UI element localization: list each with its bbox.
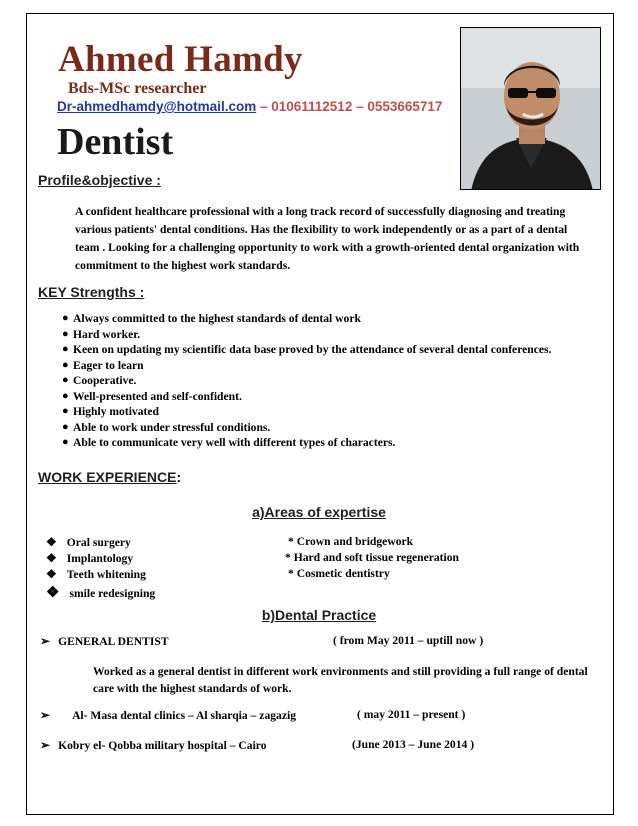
strength-item: ● Able to communicate very well with different types of characters.: [62, 436, 396, 449]
strength-item: ● Eager to learn: [62, 358, 144, 372]
candidate-subtitle: Bds-MSc researcher: [68, 80, 207, 97]
arrow-bullet-icon: ➢: [40, 738, 51, 752]
area-item: ❖ Implantology: [46, 551, 134, 565]
strength-item: ● Cooperative.: [62, 374, 137, 387]
strengths-list: [40, 311, 551, 451]
bullet-icon: ●: [62, 420, 69, 433]
area-item-right: * Cosmetic dentistry: [288, 567, 390, 580]
profile-heading: Profile&objective :: [38, 172, 161, 188]
area-item-right: * Crown and bridgework: [288, 535, 414, 548]
candidate-name: Ahmed Hamdy: [58, 39, 303, 80]
bullet-icon: ●: [62, 436, 69, 448]
practice-heading: b)Dental Practice: [261, 607, 377, 623]
bullet-icon: ●: [62, 343, 69, 355]
areas-heading: a)Areas of expertise: [252, 504, 386, 520]
strength-item: ● Always committed to the highest standards of dental work: [62, 312, 361, 325]
work-heading: WORK EXPERIENCE: [38, 469, 177, 485]
strength-item: ● Able to work under stressful conditions.: [62, 420, 271, 434]
work-heading-line: WORK EXPERIENCE:: [38, 469, 182, 485]
bullet-icon: ●: [62, 312, 69, 324]
strength-item: ● Highly motivated: [62, 405, 159, 418]
diamond-bullet-icon: ❖: [46, 585, 60, 601]
strengths-heading: KEY Strengths :: [38, 284, 145, 300]
area-item: ❖ Oral surgery: [46, 535, 131, 549]
profile-photo: [460, 27, 601, 190]
phone-numbers: – 01061112512 – 0553665717: [259, 99, 443, 114]
area-item: ❖ smile redesigning: [46, 585, 156, 601]
bullet-icon: ●: [62, 405, 69, 417]
strength-item: ● Hard worker.: [62, 327, 141, 341]
job-entry: ➢ Kobry el- Qobba military hospital – Cairo: [40, 738, 267, 752]
area-item-right: * Hard and soft tissue regeneration: [285, 551, 460, 564]
general-dentist-entry: ➢ GENERAL DENTIST: [40, 634, 169, 648]
strength-item: ● Well-presented and self-confident.: [62, 389, 242, 403]
area-item: ❖ Teeth whitening: [46, 567, 146, 581]
profile-text: A confident healthcare professional with a long track record of successfully diagnosing and treating various patients' dental conditions. Has the flexibility to work independently or as a part of a dental team . Looking for a challenging opportunity to work with a growth-oriented dental organization with commitment to the highest work standards.: [75, 205, 580, 272]
diamond-bullet-icon: ❖: [46, 567, 57, 581]
bullet-icon: ●: [62, 374, 69, 386]
job-dates: (June 2013 – June 2014 ): [352, 738, 475, 751]
strength-item: ● Keen on updating my scientific data base proved by the attendance of several dental conferences.: [62, 343, 552, 356]
bullet-icon: ●: [62, 358, 69, 371]
arrow-bullet-icon: ➢: [40, 634, 51, 648]
job-dates: ( may 2011 – present ): [357, 708, 466, 721]
general-dentist-dates: ( from May 2011 – uptill now ): [333, 634, 484, 647]
bullet-icon: ●: [62, 327, 69, 340]
job-entry: ➢ Al- Masa dental clinics – Al sharqia – zagazig: [40, 708, 296, 722]
arrow-bullet-icon: ➢: [40, 708, 51, 722]
diamond-bullet-icon: ❖: [46, 551, 57, 565]
contact-line: [57, 99, 442, 114]
bullet-icon: ●: [62, 389, 69, 402]
diamond-bullet-icon: ❖: [46, 535, 57, 549]
general-dentist-description: Worked as a general dentist in different work environments and still providing a full range of dental care with the highest standards of work.: [93, 665, 588, 695]
profession-title: Dentist: [57, 121, 174, 163]
email-link[interactable]: Dr-ahmedhamdy@hotmail.com: [57, 99, 257, 114]
